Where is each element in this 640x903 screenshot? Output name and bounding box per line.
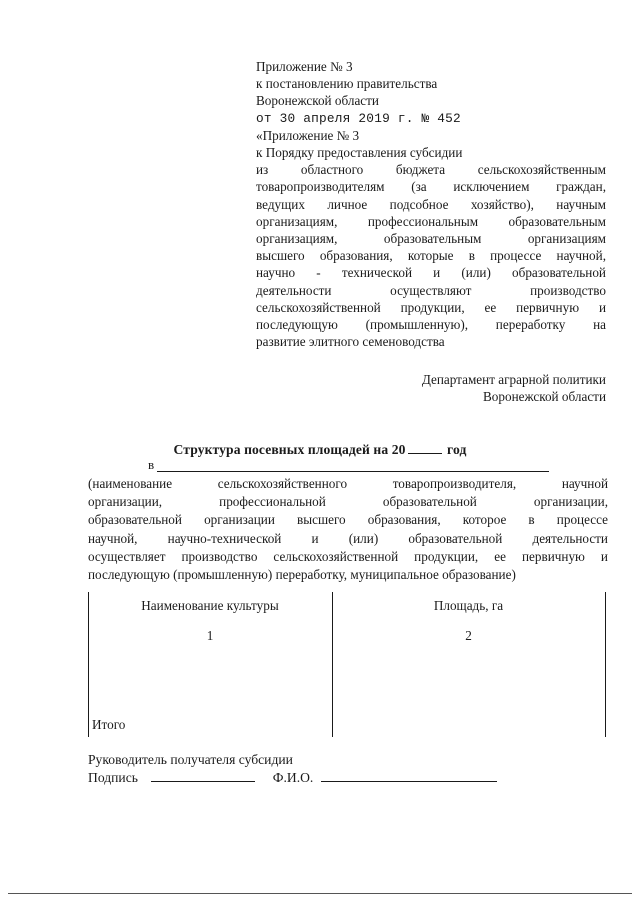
- note-line: организации, профессиональной образовательной организации,: [88, 494, 608, 510]
- head-of-recipient-label: Руководитель получателя субсидии: [88, 752, 293, 767]
- document-title: [0, 441, 640, 458]
- appendix-body-line: ведущих личное подсобное хозяйство), научным: [256, 196, 606, 212]
- appendix-line-2: к постановлению правительства: [256, 76, 438, 92]
- appendix-line-5: «Приложение № 3: [256, 127, 360, 143]
- appendix-header: [256, 58, 606, 350]
- title-suffix: год: [447, 442, 467, 457]
- note-line: осуществляет производство сельскохозяйственной продукции, ее первичную и: [88, 548, 608, 564]
- decree-date-number: от 30 апреля 2019 г. № 452: [256, 110, 461, 126]
- appendix-body-line: из областного бюджета сельскохозяйственным: [256, 162, 606, 178]
- note-line: образовательной организации высшего образования, которое в процессе: [88, 512, 608, 528]
- appendix-body-line: организациям, профессиональным образовательным: [256, 213, 606, 229]
- fio-blank: [321, 769, 497, 782]
- department-block: [422, 371, 606, 405]
- appendix-body-line: высшего образования, которые в процессе научной,: [256, 248, 606, 264]
- note-line: последующую (промышленную) переработку, муниципальное образование): [88, 567, 516, 583]
- column-header-crop: Наименование культуры: [141, 598, 279, 613]
- title-prefix: Структура посевных площадей на 20: [173, 442, 406, 457]
- appendix-line-3: Воронежской области: [256, 93, 379, 109]
- note-line: (наименование сельскохозяйственного товаропроизводителя, научной: [88, 476, 608, 491]
- appendix-body-line: последующую (промышленную), переработку на: [256, 317, 606, 333]
- signature-label: Подпись: [88, 770, 138, 785]
- recipient-prefix: в: [148, 457, 155, 472]
- year-blank: [408, 441, 442, 454]
- table-border-right: [605, 592, 606, 737]
- appendix-body-line: деятельности осуществляют производство: [256, 282, 606, 298]
- note-line: научной, научно-технической и (или) образовательной деятельности: [88, 530, 608, 546]
- appendix-body-line: товаропроизводителям (за исключением граждан,: [256, 179, 606, 195]
- total-label: Итого: [92, 717, 126, 732]
- page-bottom-line: [8, 893, 632, 894]
- recipient-line: [148, 457, 154, 473]
- column-header-area: Площадь, га: [433, 598, 504, 613]
- crop-area-table: [88, 592, 606, 737]
- appendix-body-line: развитие элитного семеноводства: [256, 334, 445, 350]
- appendix-line-6: к Порядку предоставления субсидии: [256, 145, 463, 161]
- department-line-1: Департамент аграрной политики: [421, 372, 606, 387]
- fio-label: Ф.И.О.: [272, 770, 314, 785]
- appendix-body-line: сельскохозяйственной продукции, ее первичную и: [256, 299, 606, 315]
- column-number-2: 2: [465, 628, 472, 643]
- appendix-line-1: Приложение № 3: [256, 59, 353, 74]
- appendix-body-line: организациям, образовательным организациям: [256, 231, 606, 247]
- recipient-blank: [157, 471, 549, 472]
- appendix-body-line: научно - технической и (или) образовательной: [256, 265, 606, 281]
- column-number-1: 1: [206, 628, 214, 643]
- signature-blank: [151, 769, 255, 782]
- department-line-2: Воронежской области: [483, 389, 606, 404]
- recipient-note: [88, 475, 608, 584]
- signature-row: [88, 769, 497, 786]
